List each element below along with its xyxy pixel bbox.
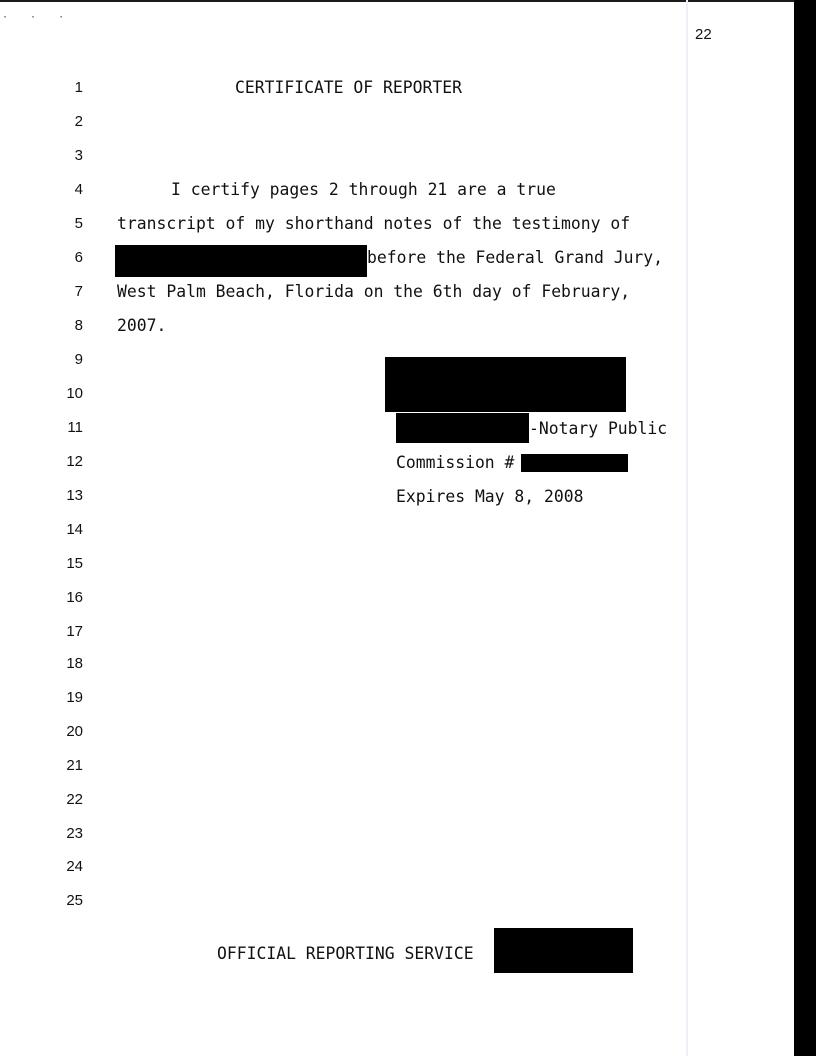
body-line: 2007. <box>117 316 167 335</box>
body-line: transcript of my shorthand notes of the testimony of <box>117 214 631 233</box>
line-number: 3 <box>74 147 83 164</box>
footer-service: OFFICIAL REPORTING SERVICE <box>217 944 474 963</box>
body-line: West Palm Beach, Florida on the 6th day of February, <box>117 282 631 301</box>
notary-title: -Notary Public <box>529 419 668 438</box>
page-number: 22 <box>695 26 712 43</box>
line-number: 22 <box>66 791 83 808</box>
line-number: 24 <box>66 858 83 875</box>
line-number: 10 <box>66 385 83 402</box>
line-number: 6 <box>74 249 83 266</box>
right-margin-rule <box>686 0 688 1056</box>
line-number: 19 <box>66 689 83 706</box>
line-number: 18 <box>66 655 83 672</box>
line-number: 16 <box>66 589 83 606</box>
line-number: 7 <box>74 283 83 300</box>
signature-redaction <box>385 357 626 412</box>
body-line: before the Federal Grand Jury, <box>367 248 664 267</box>
top-border <box>0 0 795 2</box>
body-line: I certify pages 2 through 21 are a true <box>171 180 556 199</box>
scan-artifact: · · · <box>2 12 73 23</box>
line-number: 5 <box>74 215 83 232</box>
redaction-bar <box>494 928 633 973</box>
line-number: 11 <box>67 419 83 436</box>
line-number: 14 <box>66 521 83 538</box>
line-number: 9 <box>74 351 83 368</box>
line-number: 2 <box>74 113 83 130</box>
line-number: 13 <box>66 487 83 504</box>
line-number: 17 <box>66 623 83 640</box>
line-number: 12 <box>66 453 83 470</box>
line-number: 1 <box>74 79 83 96</box>
line-number: 21 <box>66 757 83 774</box>
line-number: 8 <box>74 317 83 334</box>
expiration-date: Expires May 8, 2008 <box>396 487 584 506</box>
line-number: 25 <box>66 892 83 909</box>
commission-label: Commission # <box>396 453 515 472</box>
line-number: 15 <box>66 555 83 572</box>
redaction-bar <box>521 454 628 472</box>
certificate-title: CERTIFICATE OF REPORTER <box>235 78 462 97</box>
redaction-bar <box>115 245 367 277</box>
line-number: 4 <box>74 181 83 198</box>
line-number: 20 <box>66 723 83 740</box>
redaction-bar <box>396 413 529 443</box>
scan-edge-bar <box>794 0 816 1056</box>
line-number: 23 <box>66 825 83 842</box>
